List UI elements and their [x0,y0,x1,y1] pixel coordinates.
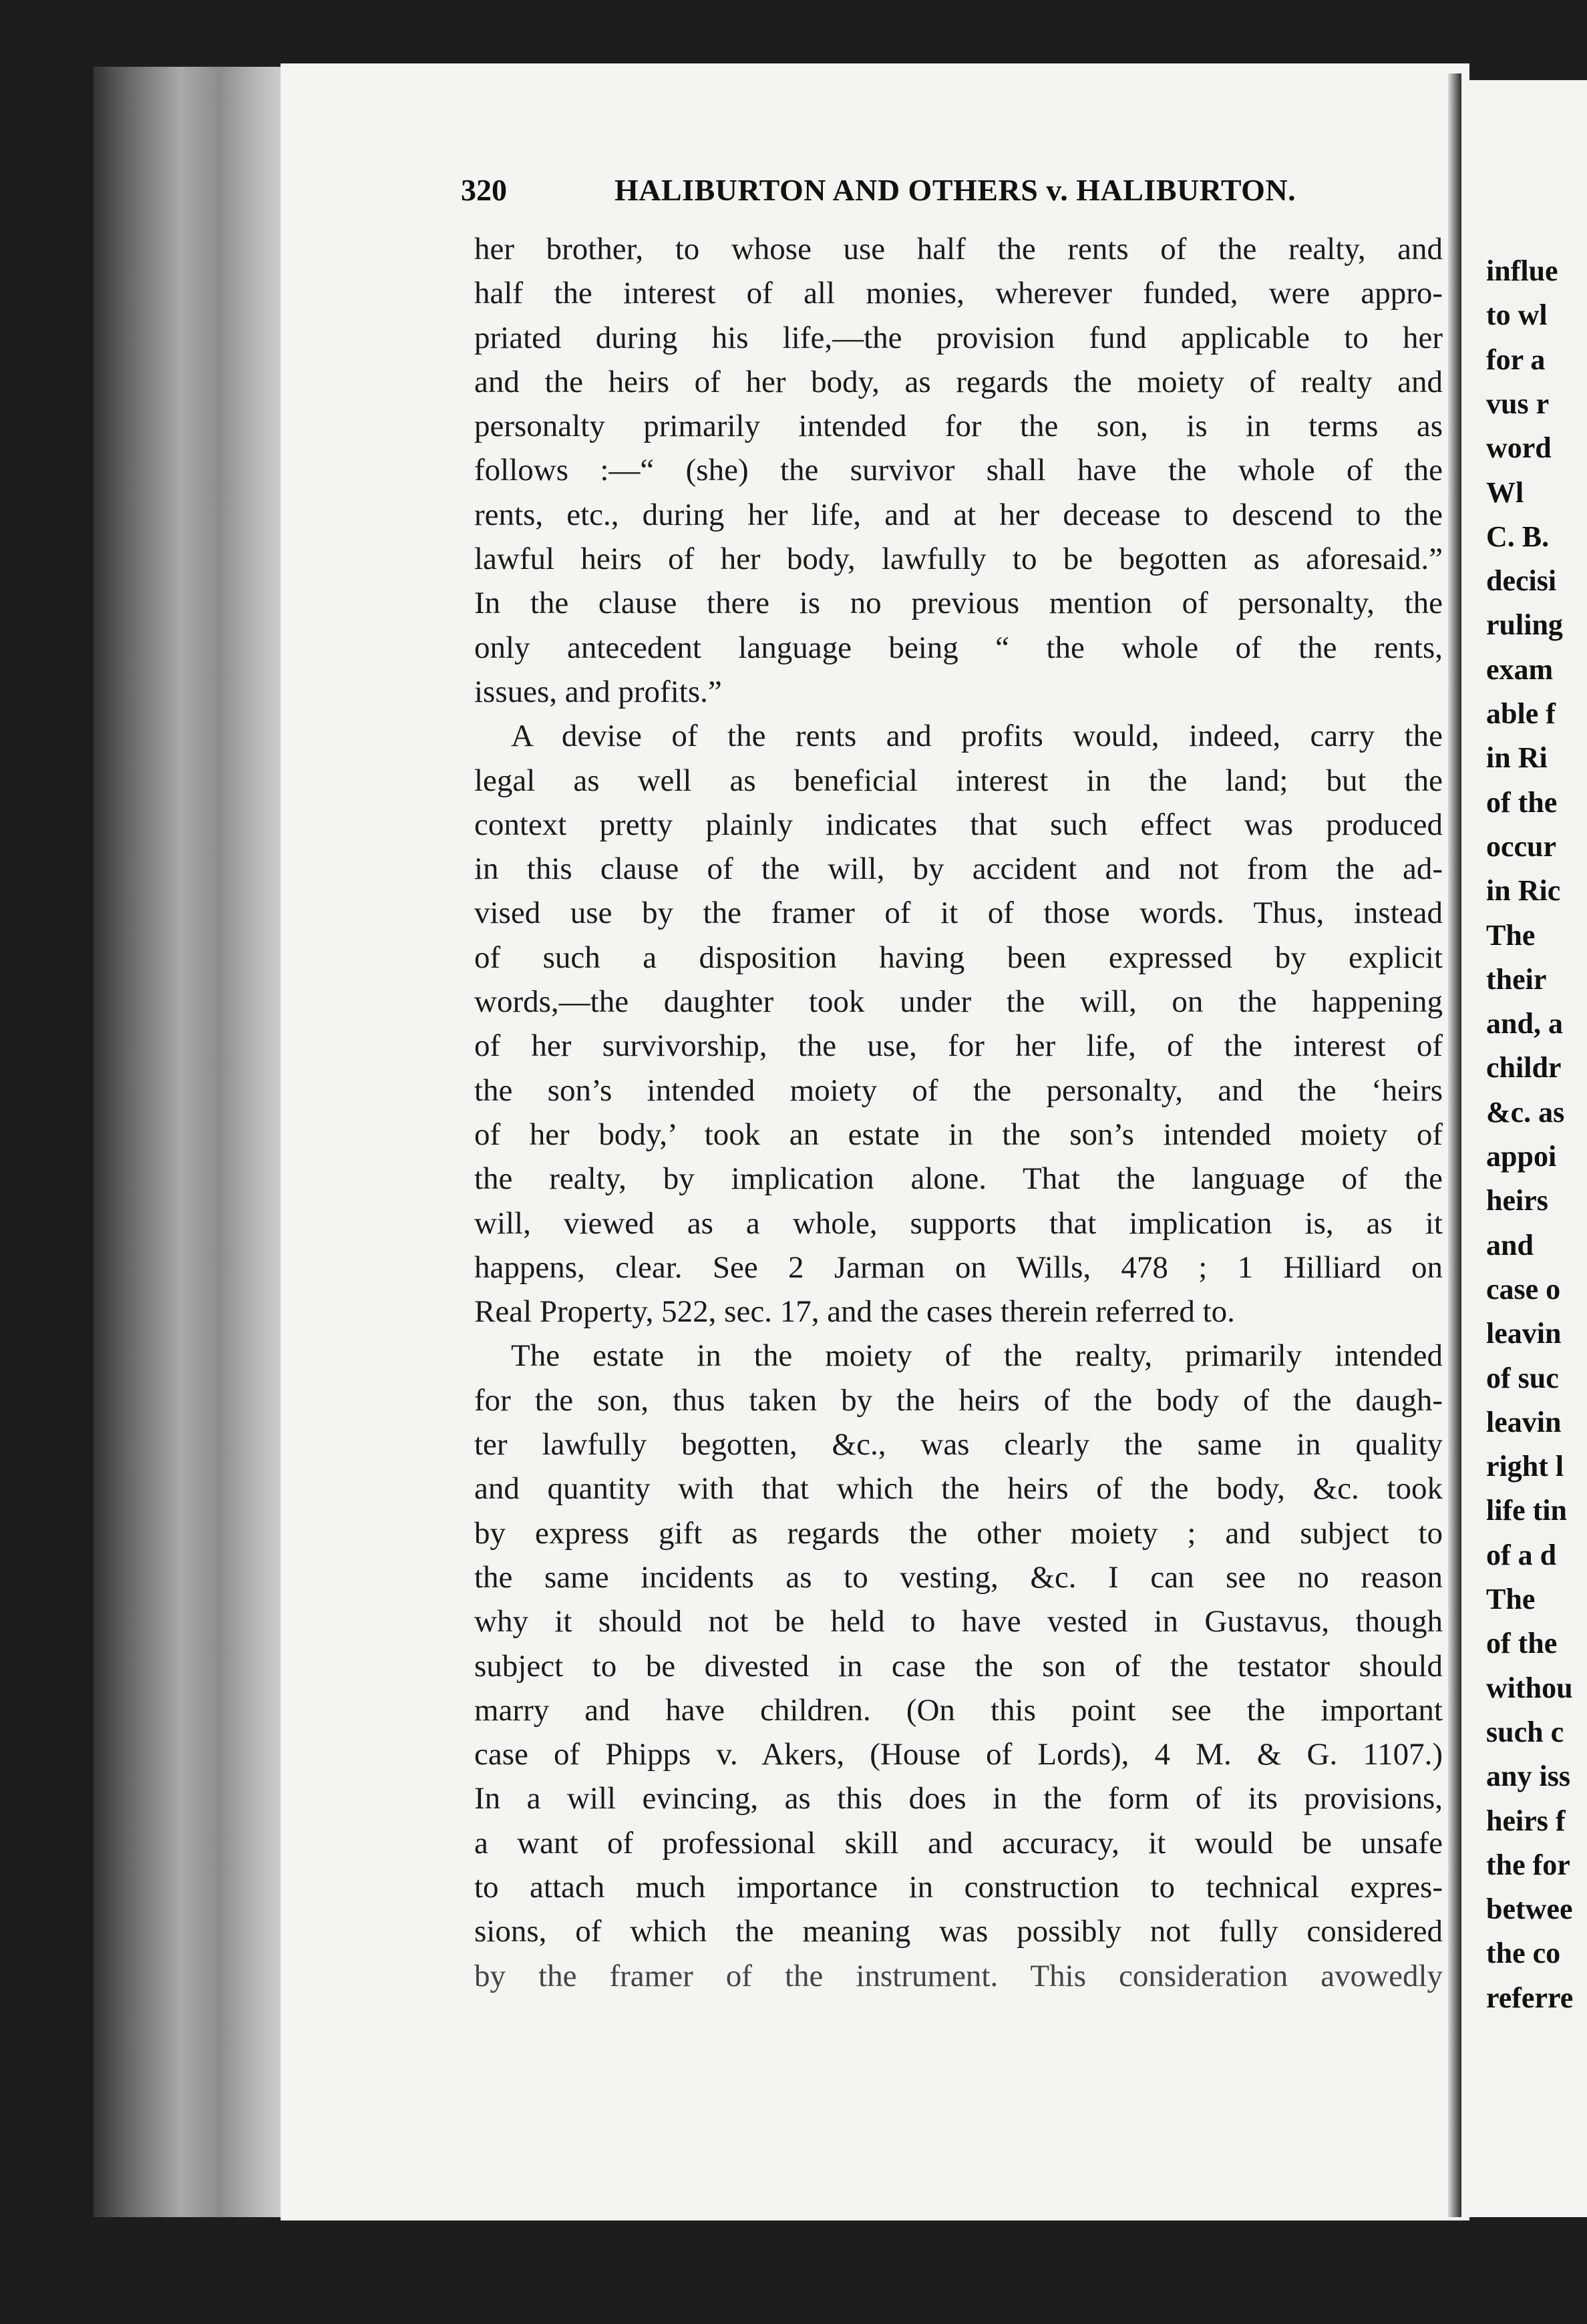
adjacent-page-line: for a [1486,343,1546,376]
adjacent-page-line: withou [1486,1671,1573,1704]
text-line: and the heirs of her body, as regards the moiety of realty and [474,364,1443,399]
adjacent-page-line: of the [1486,1627,1558,1660]
adjacent-page-line: and [1486,1228,1534,1262]
text-line: A devise of the rents and profits would, indeed, carry the [511,719,1443,754]
case-title: HALIBURTON AND OTHERS v. HALIBURTON. [614,173,1296,207]
adjacent-page-line: referre [1486,1981,1574,2014]
text-line: of such a disposition having been expressed by explicit [474,940,1443,975]
text-line: In the clause there is no previous mention of personalty, the [474,586,1443,621]
adjacent-page-line: in Ri [1486,741,1548,775]
text-line: personalty primarily intended for the son, is in terms as [474,409,1443,444]
text-line: happens, clear. See 2 Jarman on Wills, 478 ; 1 Hilliard on [474,1249,1443,1285]
adjacent-page-line: childr [1486,1051,1562,1085]
page-body-text [474,227,1443,1998]
adjacent-page-line: case o [1486,1272,1561,1306]
adjacent-page-line: life tin [1486,1494,1567,1527]
adjacent-page-line: leavin [1486,1405,1562,1438]
text-line: In a will evincing, as this does in the form of its provisions, [474,1781,1443,1816]
page-gutter [1448,73,1461,2217]
text-line: rents, etc., during her life, and at her decease to descend to the [474,497,1443,532]
text-line: The estate in the moiety of the realty, primarily intended [511,1338,1443,1374]
adjacent-page-line: such c [1486,1715,1564,1748]
book-binding-edge [94,67,287,2217]
text-line: words,—the daughter took under the will, on the happening [474,984,1443,1020]
text-line: Real Property, 522, sec. 17, and the cases therein referred to. [474,1294,1235,1330]
text-line: for the son, thus taken by the heirs of the body of the daugh- [474,1382,1443,1418]
adjacent-page-line: occur [1486,829,1557,863]
adjacent-page-line: in Ric [1486,874,1561,908]
text-line: sions, of which the meaning was possibly not fully considered [474,1914,1443,1949]
adjacent-page-line: heirs f [1486,1804,1566,1837]
text-line: follows :—“ (she) the survivor shall have the whole of the [474,453,1443,488]
text-line: to attach much importance in construction to technical expres- [474,1869,1443,1905]
adjacent-page-line: betwee [1486,1893,1573,1926]
text-line: her brother, to whose use half the rents of the realty, and [474,232,1443,266]
adjacent-page-line: The [1486,1583,1536,1615]
text-line: a want of professional skill and accuracy, it would be unsafe [474,1825,1443,1861]
text-line: lawful heirs of her body, lawfully to be begotten as aforesaid.” [474,542,1443,577]
text-line: only antecedent language being “ the whole of the rents, [474,630,1443,665]
adjacent-page-line: of the [1486,785,1558,819]
running-header [461,167,1322,214]
text-line: legal as well as beneficial interest in the land; but the [474,763,1443,798]
text-line: subject to be divested in case the son of the testator should [474,1648,1443,1684]
text-line: and quantity with that which the heirs of the body, &c. took [474,1471,1443,1507]
adjacent-page-line: exam [1486,652,1554,686]
adjacent-page-line: appoi [1486,1140,1557,1173]
text-line: vised use by the framer of it of those words. Thus, instead [474,896,1443,931]
text-line: why it should not be held to have vested in Gustavus, though [474,1604,1443,1639]
text-line: in this clause of the will, by accident and not from the ad- [474,851,1443,887]
text-line: the realty, by implication alone. That the language of the [474,1161,1443,1197]
text-line: half the interest of all monies, wherever funded, were appro- [474,276,1443,311]
text-line: will, viewed as a whole, supports that implication is, as it [474,1205,1443,1241]
adjacent-page-line: The [1486,918,1536,952]
adjacent-page-line: &c. as [1486,1095,1565,1129]
text-line: ter lawfully begotten, &c., was clearly the same in quality [474,1427,1443,1463]
adjacent-page-line: right l [1486,1450,1564,1483]
text-line: by express gift as regards the other moiety ; and subject to [474,1515,1443,1551]
adjacent-page-line: leavin [1486,1317,1562,1350]
adjacent-page-line: C. B. [1486,520,1550,553]
text-line: the same incidents as to vesting, &c. I can see no reason [474,1559,1443,1595]
adjacent-page-line: to wl [1486,299,1548,332]
adjacent-page-line: and, a [1486,1007,1563,1040]
adjacent-page-line: influe [1486,254,1558,287]
adjacent-page-line: vus r [1486,387,1550,420]
text-line: of her body,’ took an estate in the son’s intended moiety of [474,1117,1443,1152]
adjacent-page-line: the for [1486,1848,1570,1881]
text-line: marry and have children. (On this point see the important [474,1692,1443,1728]
adjacent-page-line: any iss [1486,1760,1570,1793]
text-line: of her survivorship, the use, for her life, of the interest of [474,1028,1443,1064]
text-line: priated during his life,—the provision fund applicable to her [474,320,1443,355]
adjacent-page-line: of a d [1486,1538,1557,1571]
text-line: the son’s intended moiety of the personalty, and the ‘heirs [474,1073,1443,1108]
adjacent-page-line: their [1486,962,1547,996]
adjacent-page-line: ruling [1486,608,1563,642]
adjacent-page-line: of suc [1486,1361,1559,1394]
adjacent-page-line: word [1486,431,1552,465]
page-number: 320 [461,173,507,207]
text-line: case of Phipps v. Akers, (House of Lords), 4 M. & G. 1107.) [474,1737,1443,1772]
adjacent-page-fragment [1466,80,1587,2217]
text-line: by the framer of the instrument. This consideration avowedly [474,1958,1443,1993]
adjacent-page-line: heirs [1486,1184,1548,1217]
adjacent-page-line: the co [1486,1937,1561,1970]
adjacent-page-line: decisi [1486,564,1557,598]
text-line: context pretty plainly indicates that such effect was produced [474,807,1443,842]
text-line: issues, and profits.” [474,674,722,709]
adjacent-page-line: Wl [1486,475,1524,509]
adjacent-page-line: able f [1486,697,1556,730]
